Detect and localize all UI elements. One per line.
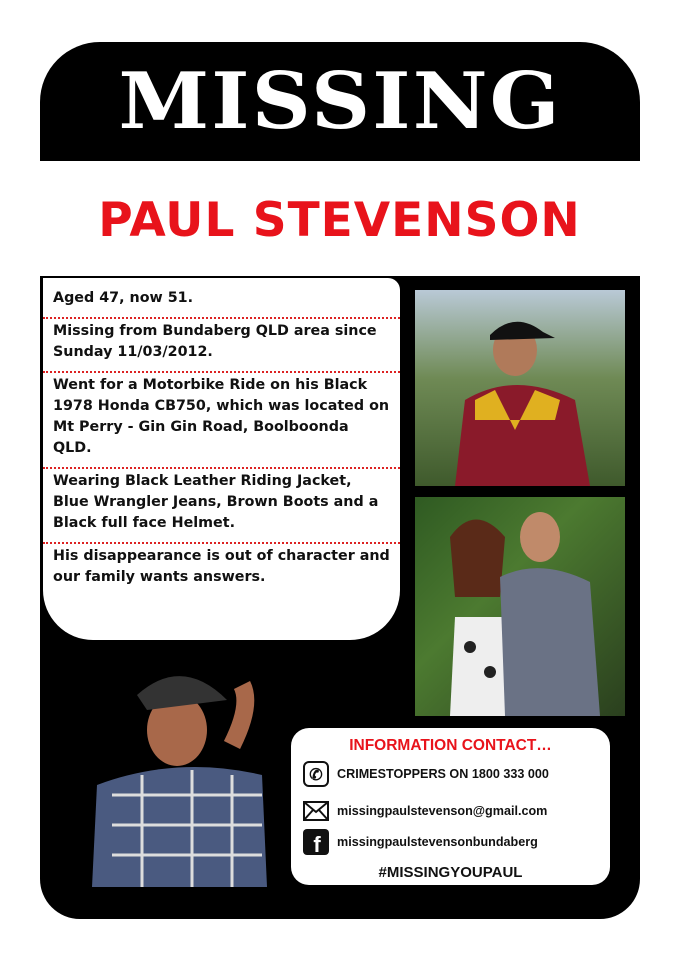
hashtag: #MISSINGYOUPAUL [378, 864, 523, 881]
contact-email[interactable]: missingpaulstevenson@gmail.com [337, 804, 548, 818]
phone-icon [303, 761, 329, 787]
facebook-page[interactable]: missingpaulstevensonbundaberg [337, 835, 538, 849]
contact-email-row [303, 798, 547, 824]
contact-box [291, 728, 610, 885]
envelope-icon [303, 798, 329, 824]
photo-man-with-daughter [415, 497, 625, 716]
detail-clothing: Wearing Black Leather Riding Jacket, Blue Wrangler Jeans, Brown Boots and a Black full face Helmet. [43, 469, 400, 544]
person-name: PAUL STEVENSON [98, 193, 581, 248]
details-panel [43, 278, 400, 640]
svg-text:✆: ✆ [309, 767, 323, 784]
detail-appeal: His disappearance is out of character and our family wants answers. [53, 548, 390, 585]
detail-motorbike: Went for a Motorbike Ride on his Black 1978 Honda CB750, which was located on Mt Perry - Gin Gin Road, Boolboonda QLD. [43, 373, 400, 469]
photo-man-in-cap [415, 290, 625, 486]
poster-title: MISSING [118, 56, 562, 147]
contact-heading: INFORMATION CONTACT… [349, 737, 552, 754]
photo-man-in-flat-cap [92, 655, 282, 887]
poster-header [40, 42, 640, 161]
contact-facebook-row [303, 829, 538, 855]
detail-age: Aged 47, now 51. [43, 286, 400, 319]
facebook-icon [303, 829, 329, 855]
crimestoppers-phone: CRIMESTOPPERS ON 1800 333 000 [337, 767, 549, 781]
detail-missing-since: Missing from Bundaberg QLD area since Sunday 11/03/2012. [43, 319, 400, 373]
svg-text:f: f [313, 832, 321, 855]
contact-phone-row [303, 761, 549, 787]
